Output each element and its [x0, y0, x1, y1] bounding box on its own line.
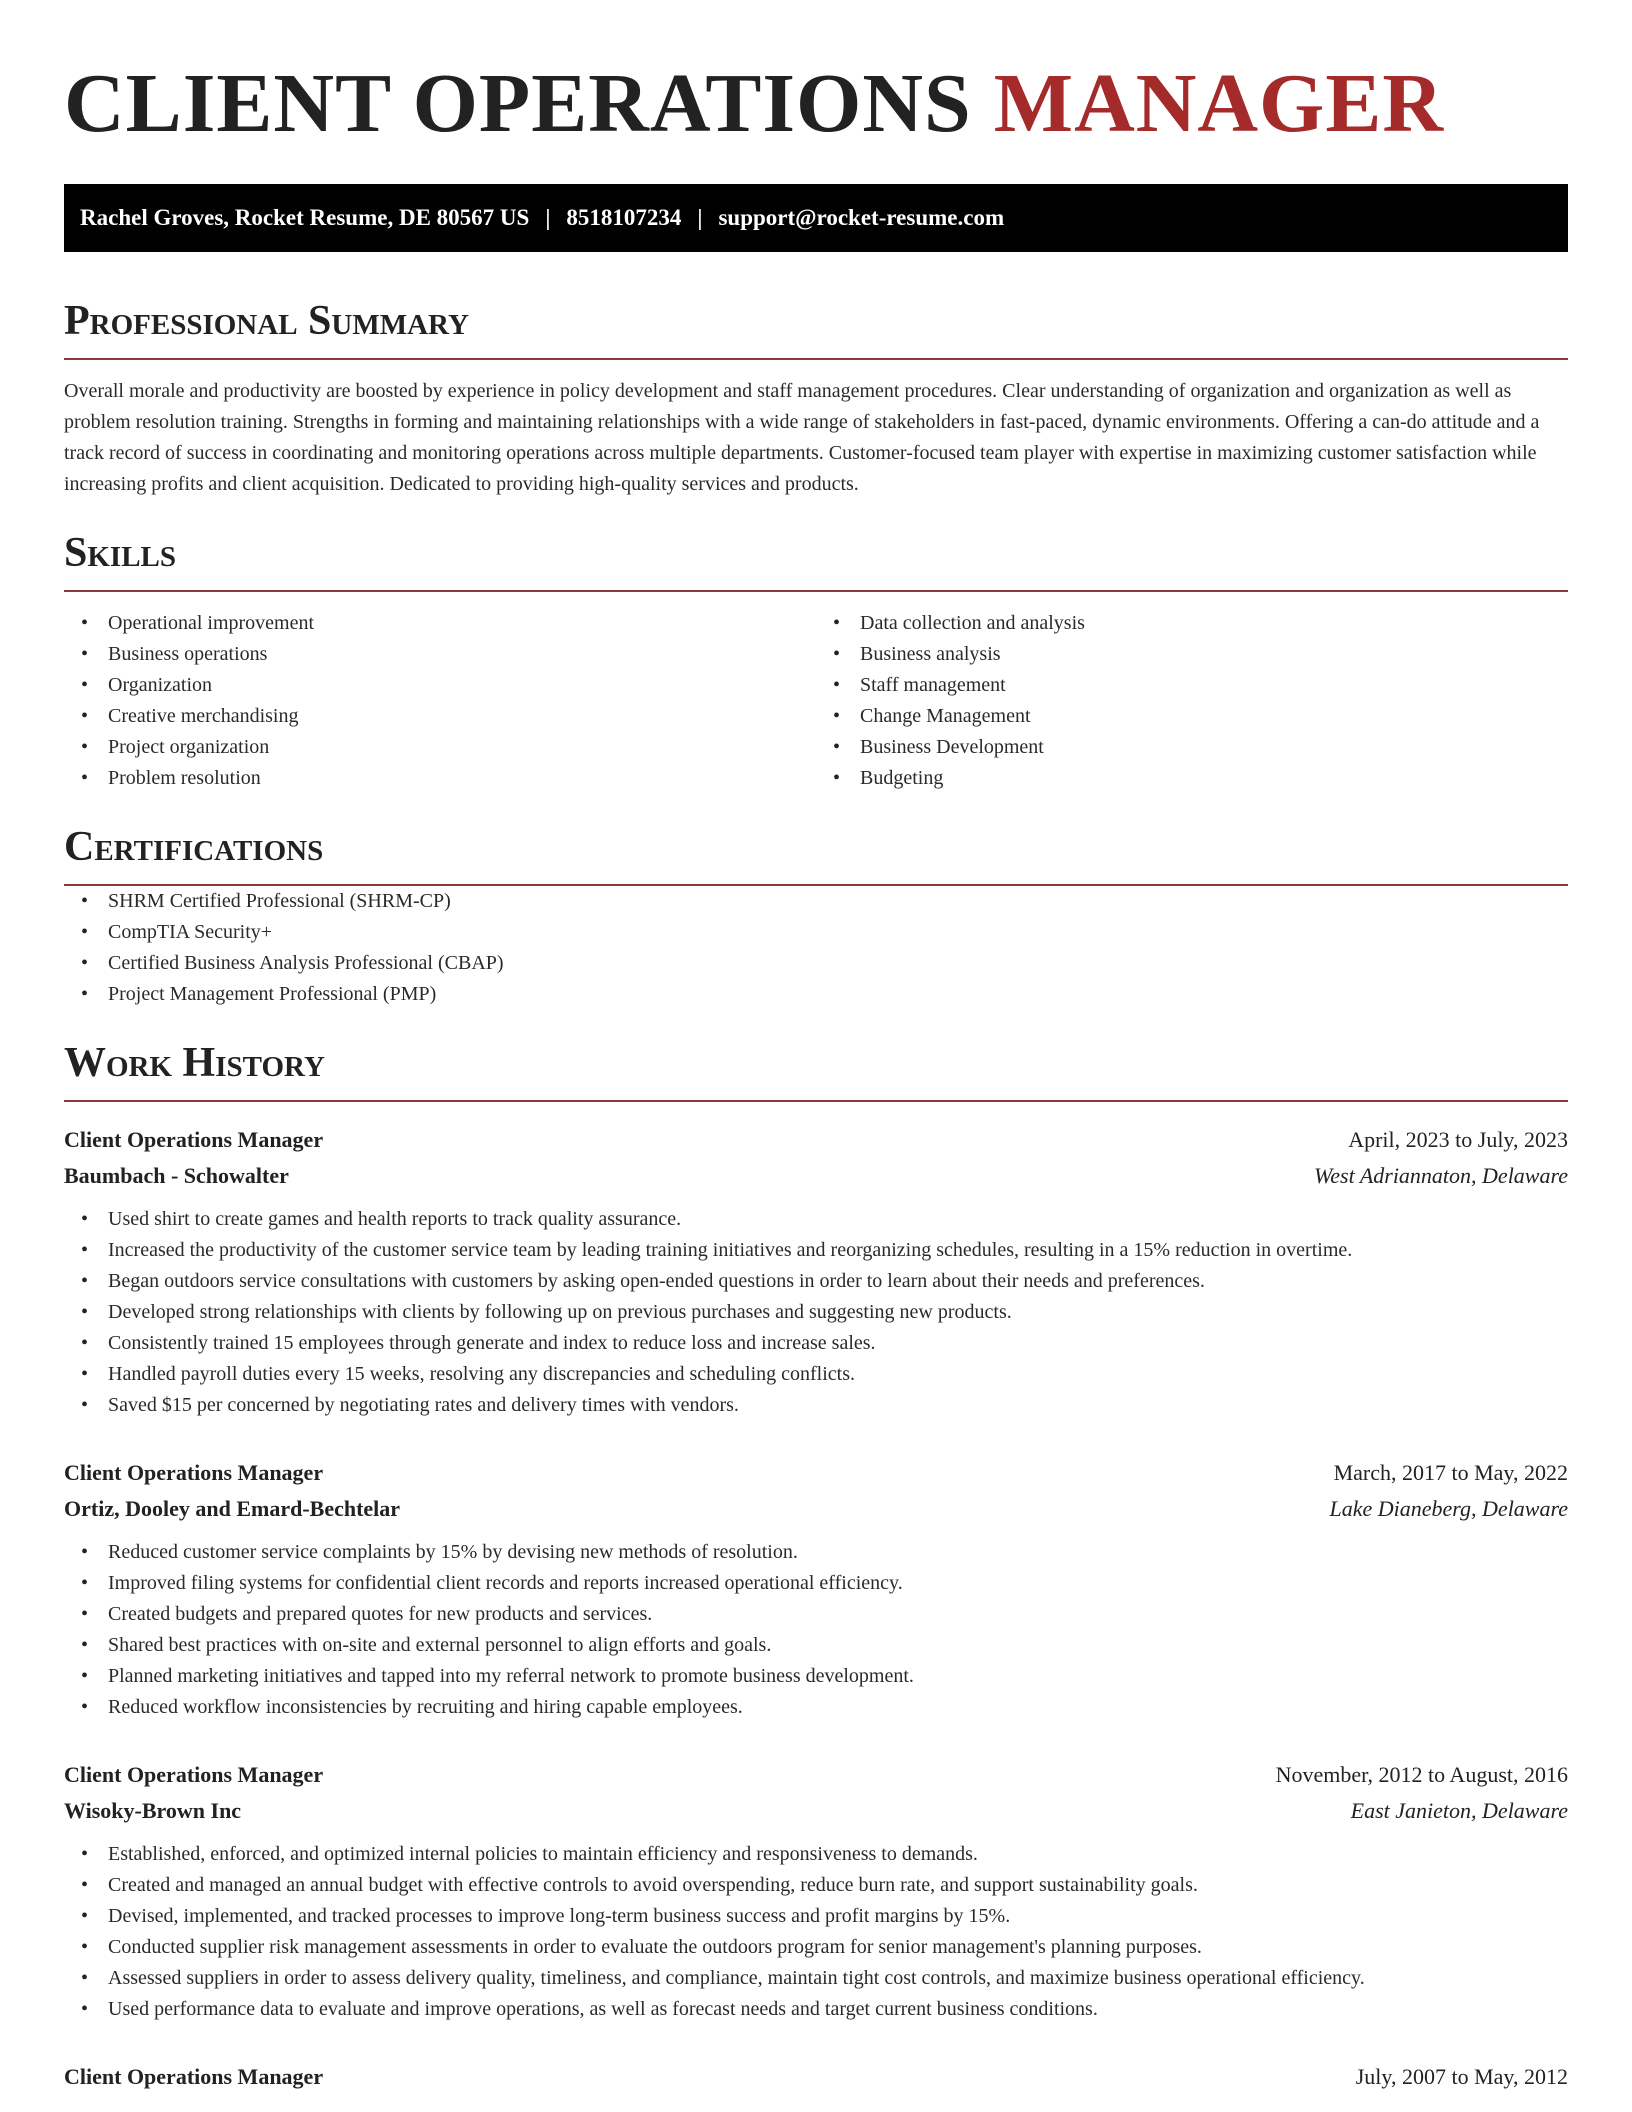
job-dates: April, 2023 to July, 2023: [1348, 1127, 1568, 1152]
skills-list-left: [64, 608, 816, 794]
job-company-row: [64, 1158, 1568, 1194]
job-company-row: [64, 1793, 1568, 1829]
skill-item: • Problem resolution: [64, 763, 816, 794]
job-duties-list: [64, 1537, 1568, 1723]
job-company-row: [64, 1491, 1568, 1527]
certification-item: • Certified Business Analysis Professional (CBAP): [64, 948, 1568, 979]
resume-title: [64, 0, 1568, 150]
skills-list-right: [816, 608, 1568, 794]
job-duty: • Consistently trained 15 employees through generate and index to reduce loss and increase sales.: [64, 1328, 1568, 1359]
job-dates: November, 2012 to August, 2016: [1275, 1762, 1568, 1787]
certification-item: • SHRM Certified Professional (SHRM-CP): [64, 886, 1568, 917]
job-duty: • Established, enforced, and optimized internal policies to maintain efficiency and responsiveness to demands.: [64, 1839, 1568, 1870]
job-duty: • Developed strong relationships with clients by following up on previous purchases and suggesting new products.: [64, 1297, 1568, 1328]
job-company: Baumbach - Schowalter: [64, 1163, 289, 1188]
summary-text: Overall morale and productivity are boosted by experience in policy development and staff management procedures. Clear understanding of organization and organization as well as problem resolution training. Strengths in forming and maintaining relationships with a wide range of stakeholders in fast-paced, dynamic environments. Offering a can-do attitude and a track record of success in coordinating and monitoring operations across multiple departments. Customer-focused team player with expertise in maximizing customer satisfaction while increasing profits and client acquisition. Dedicated to providing high-quality services and products.: [64, 380, 1540, 495]
job-title: Client Operations Manager: [64, 2064, 324, 2089]
certification-item: • Project Management Professional (PMP): [64, 979, 1568, 1010]
job-company: Ortiz, Dooley and Emard-Bechtelar: [64, 1496, 401, 1521]
contact-bar: [64, 184, 1568, 252]
job-duty: • Used performance data to evaluate and improve operations, as well as forecast needs and target current business conditions.: [64, 1994, 1568, 2025]
contact-separator: |: [545, 205, 551, 230]
job-duty: • Shared best practices with on-site and external personnel to align efforts and goals.: [64, 1630, 1568, 1661]
skills-grid: [64, 608, 1568, 794]
contact-separator: |: [697, 205, 703, 230]
job-location: Lake Dianeberg, Delaware: [1329, 1496, 1568, 1521]
contact-address: Rachel Groves, Rocket Resume, DE 80567 US: [80, 205, 530, 230]
skill-item: • Business operations: [64, 639, 816, 670]
job-title: Client Operations Manager: [64, 1762, 324, 1787]
skills-heading: Skills: [64, 528, 1568, 592]
skill-item: • Business analysis: [816, 639, 1568, 670]
certification-item: • CompTIA Security+: [64, 917, 1568, 948]
job-header-row: [64, 2059, 1568, 2095]
job-duty: • Planned marketing initiatives and tapped into my referral network to promote business development.: [64, 1661, 1568, 1692]
certifications-list: [64, 886, 1568, 1010]
job-duty: • Created budgets and prepared quotes for new products and services.: [64, 1599, 1568, 1630]
job-duty: • Conducted supplier risk management assessments in order to evaluate the outdoors program for senior management's planning purposes.: [64, 1932, 1568, 1963]
skill-item: • Change Management: [816, 701, 1568, 732]
job-title: Client Operations Manager: [64, 1460, 324, 1485]
job-duty: • Used shirt to create games and health reports to track quality assurance.: [64, 1204, 1568, 1235]
job-duties-list: [64, 1204, 1568, 1421]
job-duty: • Assessed suppliers in order to assess delivery quality, timeliness, and compliance, maintain tight cost controls, and maximize business operational efficiency.: [64, 1963, 1568, 1994]
contact-email[interactable]: support@rocket-resume.com: [718, 205, 1005, 230]
job-entry: [64, 1455, 1568, 1723]
job-duty: • Reduced workflow inconsistencies by recruiting and hiring capable employees.: [64, 1692, 1568, 1723]
job-location: West Adriannaton, Delaware: [1313, 1163, 1568, 1188]
job-duty: • Handled payroll duties every 15 weeks, resolving any discrepancies and scheduling conflicts.: [64, 1359, 1568, 1390]
job-header-row: [64, 1122, 1568, 1158]
skill-item: • Organization: [64, 670, 816, 701]
job-entry: [64, 1122, 1568, 1421]
job-duty: • Devised, implemented, and tracked processes to improve long-term business success and profit margins by 15%.: [64, 1901, 1568, 1932]
skill-item: • Business Development: [816, 732, 1568, 763]
skill-item: • Staff management: [816, 670, 1568, 701]
job-header-row: [64, 1757, 1568, 1793]
skill-item: • Data collection and analysis: [816, 608, 1568, 639]
job-duty: • Began outdoors service consultations with customers by asking open-ended questions in order to learn about their needs and preferences.: [64, 1266, 1568, 1297]
job-duty: • Increased the productivity of the customer service team by leading training initiatives and reorganizing schedules, resulting in a 15% reduction in overtime.: [64, 1235, 1568, 1266]
job-duty: • Created and managed an annual budget with effective controls to avoid overspending, reduce burn rate, and support sustainability goals.: [64, 1870, 1568, 1901]
summary-heading: Professional Summary: [64, 296, 1568, 360]
job-duty: • Improved filing systems for confidential client records and reports increased operational efficiency.: [64, 1568, 1568, 1599]
job-title: Client Operations Manager: [64, 1127, 324, 1152]
job-company: Wisoky-Brown Inc: [64, 1798, 242, 1823]
skill-item: • Project organization: [64, 732, 816, 763]
work-history-heading: Work History: [64, 1038, 1568, 1102]
contact-phone: 8518107234: [566, 205, 682, 230]
title-main: CLIENT OPERATIONS: [64, 57, 972, 150]
skill-item: • Creative merchandising: [64, 701, 816, 732]
job-duty: • Saved $15 per concerned by negotiating rates and delivery times with vendors.: [64, 1390, 1568, 1421]
job-duties-list: [64, 1839, 1568, 2025]
job-dates: March, 2017 to May, 2022: [1333, 1460, 1568, 1485]
certifications-heading: Certifications: [64, 822, 1568, 886]
job-entry: [64, 2059, 1568, 2095]
title-accent: MANAGER: [993, 57, 1445, 150]
job-header-row: [64, 1455, 1568, 1491]
job-location: East Janieton, Delaware: [1350, 1798, 1568, 1823]
job-dates: July, 2007 to May, 2012: [1355, 2064, 1568, 2089]
skill-item: • Budgeting: [816, 763, 1568, 794]
job-entry: [64, 1757, 1568, 2025]
job-duty: • Reduced customer service complaints by 15% by devising new methods of resolution.: [64, 1537, 1568, 1568]
skill-item: • Operational improvement: [64, 608, 816, 639]
